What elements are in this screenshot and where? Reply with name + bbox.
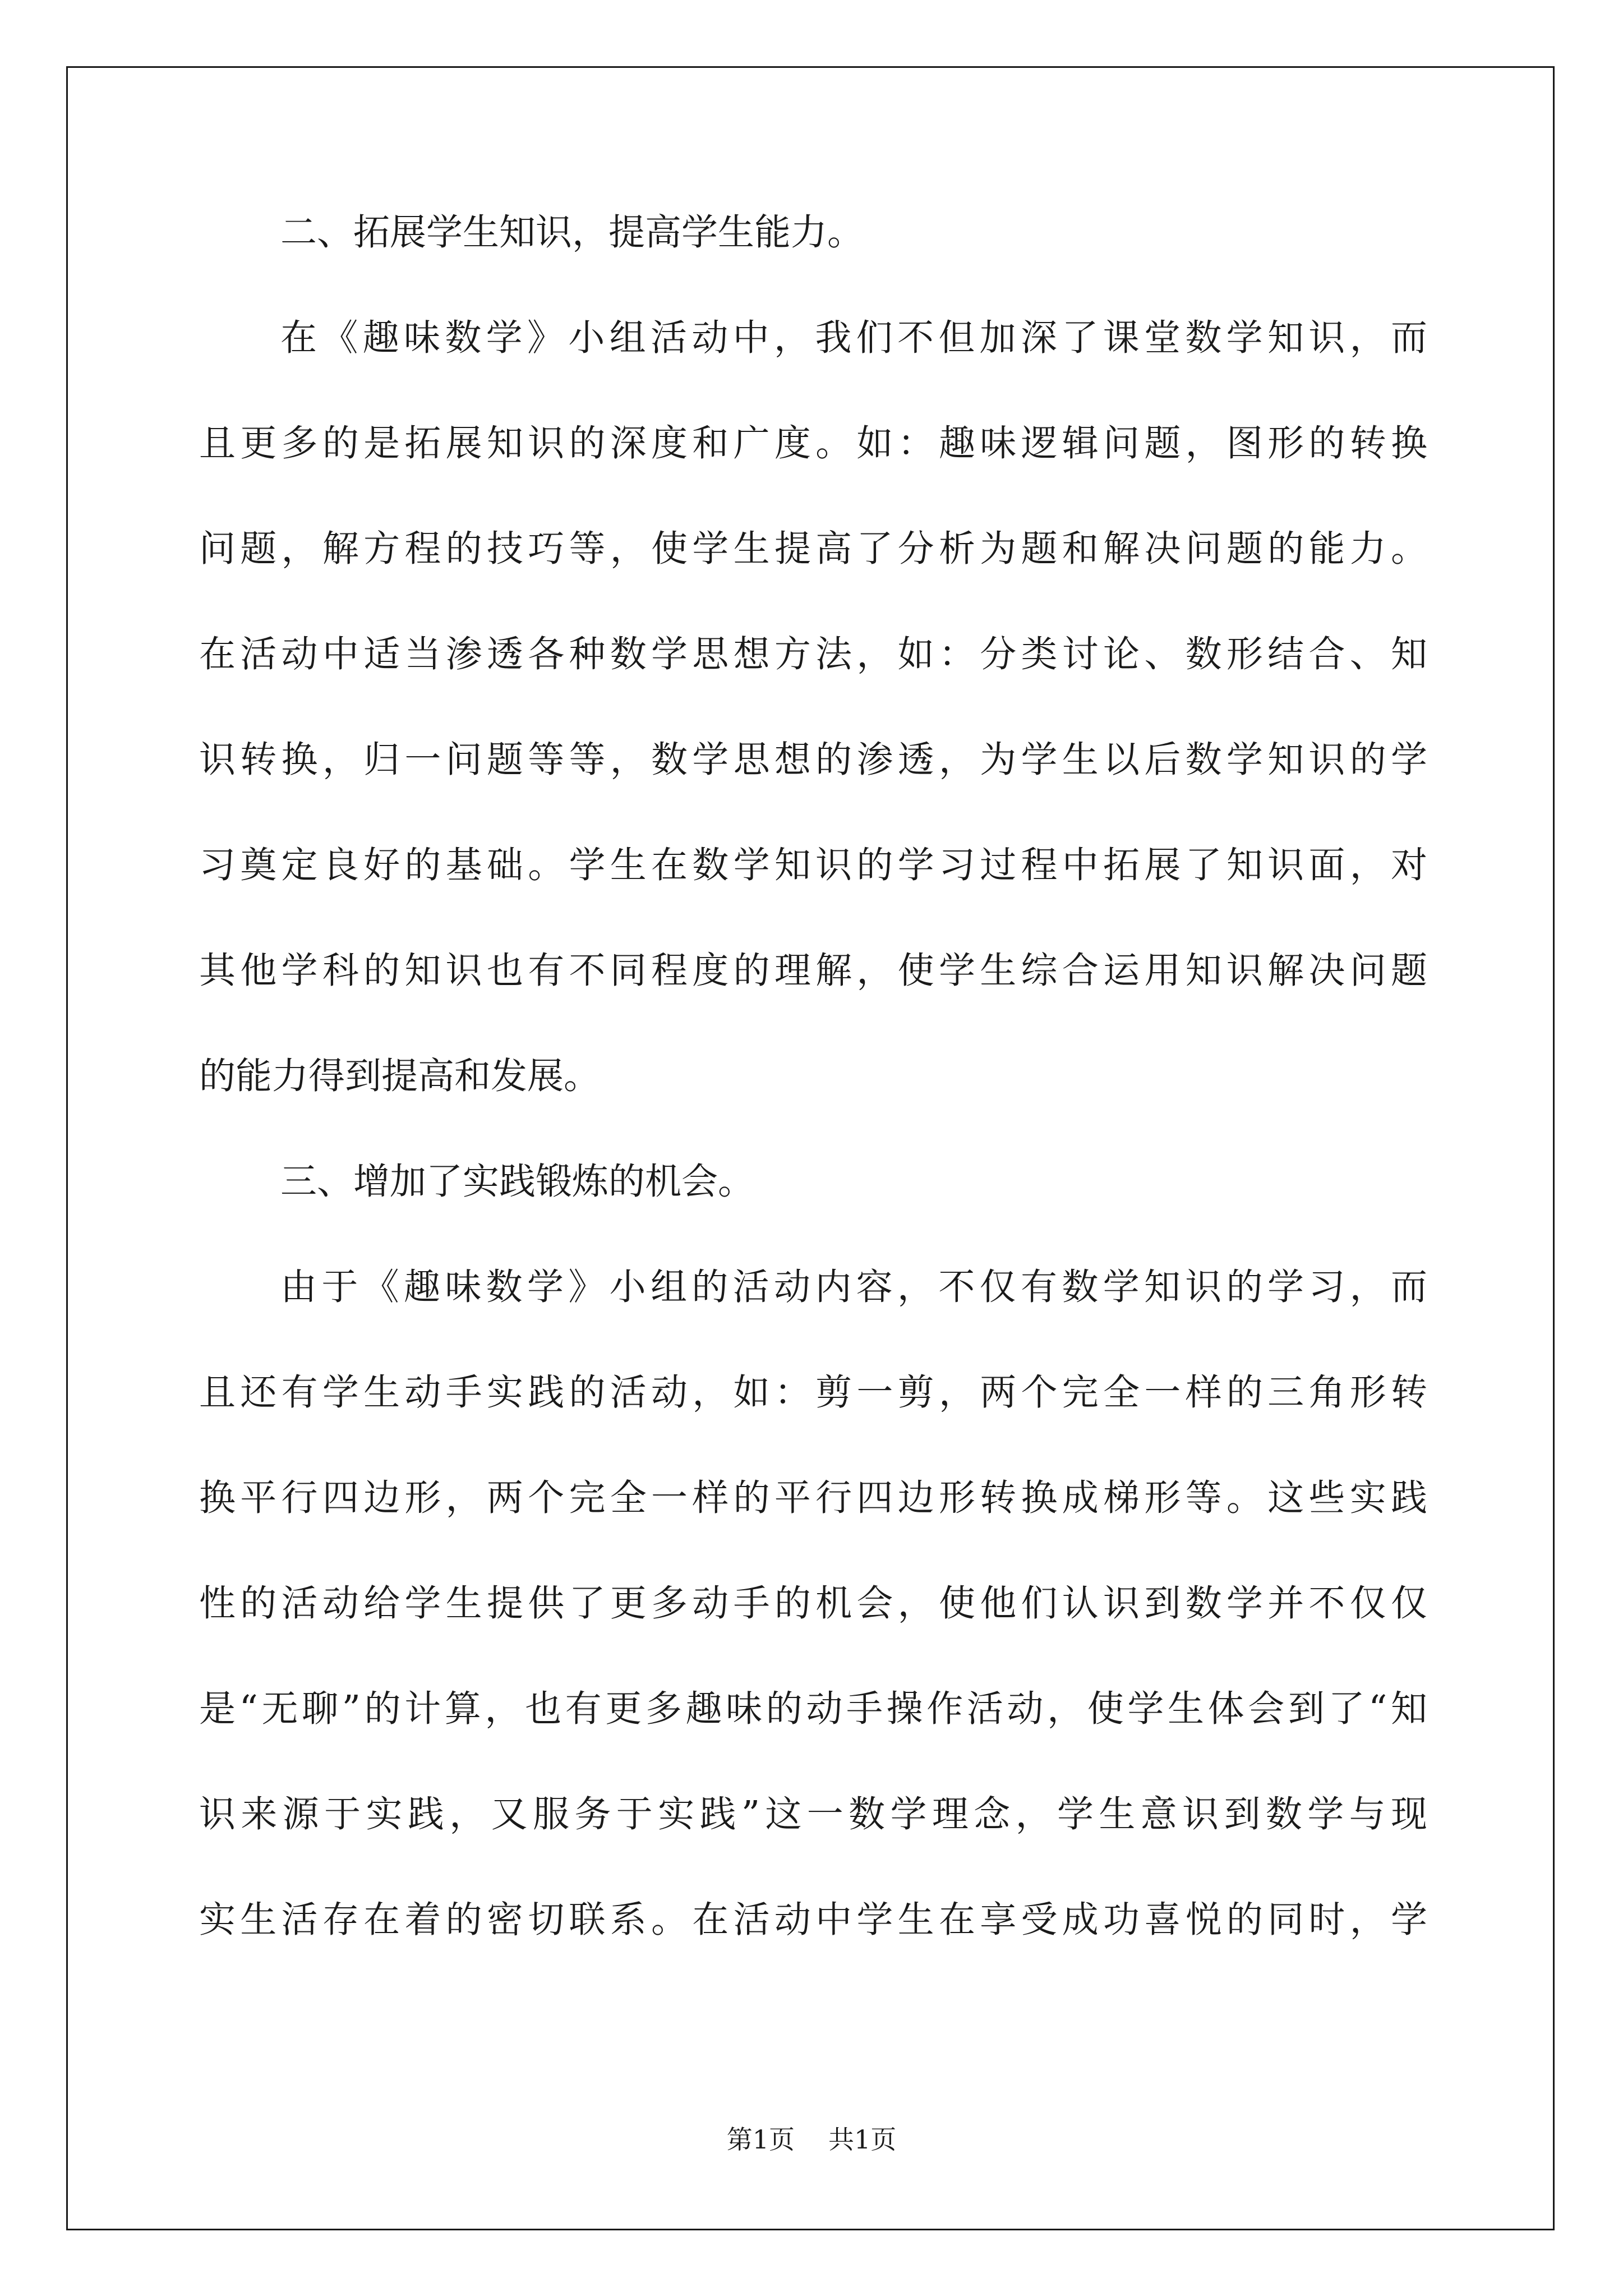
text-line: 性的活动给学生提供了更多动手的机会，使他们认识到数学并不仅仅 <box>199 1582 1427 1625</box>
page-footer <box>0 2119 1623 2156</box>
text-line: 问题，解方程的技巧等，使学生提高了分析为题和解决问题的能力。 <box>199 528 1427 570</box>
text-line: 在《趣味数学》小组活动中，我们不但加深了课堂数学知识，而 <box>280 317 1427 359</box>
text-line: 由于《趣味数学》小组的活动内容，不仅有数学知识的学习，而 <box>280 1266 1427 1308</box>
page-total: 共1页 <box>828 2124 897 2155</box>
text-line: 是“无聊”的计算，也有更多趣味的动手操作活动，使学生体会到了“知 <box>199 1688 1427 1730</box>
text-line: 实生活存在着的密切联系。在活动中学生在享受成功喜悦的同时，学 <box>199 1899 1427 1941</box>
text-line: 识转换，归一问题等等，数学思想的渗透，为学生以后数学知识的学 <box>199 739 1427 781</box>
text-line: 其他学科的知识也有不同程度的理解，使学生综合运用知识解决问题 <box>199 950 1427 992</box>
page-number: 第1页 <box>726 2124 795 2155</box>
text-line: 在活动中适当渗透各种数学思想方法，如：分类讨论、数形结合、知 <box>199 633 1427 675</box>
text-line: 且更多的是拓展知识的深度和广度。如：趣味逻辑问题，图形的转换 <box>199 422 1427 464</box>
text-line: 识来源于实践，又服务于实践”这一数学理念，学生意识到数学与现 <box>199 1793 1427 1835</box>
text-line: 换平行四边形，两个完全一样的平行四边形转换成梯形等。这些实践 <box>199 1477 1427 1519</box>
text-line: 三、增加了实践锻炼的机会。 <box>280 1161 755 1203</box>
text-line: 的能力得到提高和发展。 <box>199 1055 601 1097</box>
text-line: 二、拓展学生知识，提高学生能力。 <box>280 211 864 254</box>
document-body <box>199 208 1427 2000</box>
text-line: 且还有学生动手实践的活动，如：剪一剪，两个完全一样的三角形转 <box>199 1372 1427 1414</box>
text-line: 习奠定良好的基础。学生在数学知识的学习过程中拓展了知识面，对 <box>199 844 1427 886</box>
